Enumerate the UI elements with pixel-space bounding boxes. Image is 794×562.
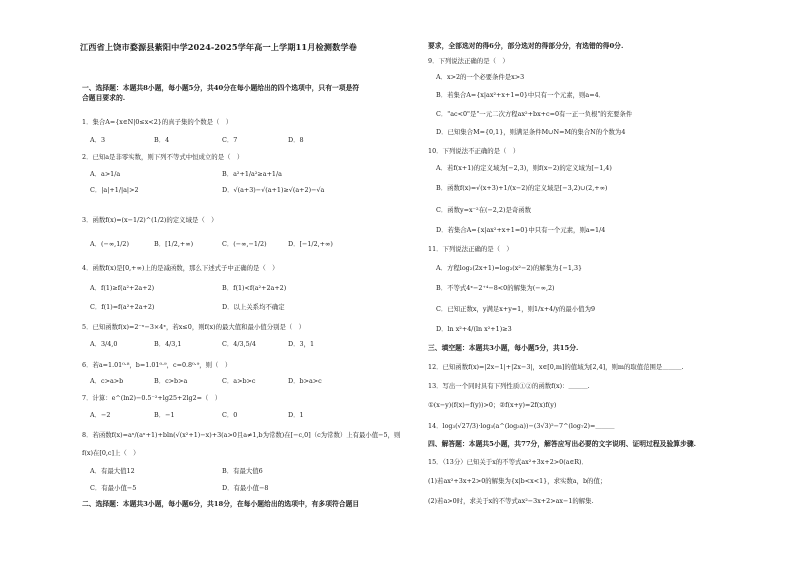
question-10: 10．下列说法不正确的是（ ） (428, 147, 520, 155)
question-5: 5．已知函数f(x)=2⁻ˣ−3×4ˣ，若x≤0，则f(x)的最大值和最小值分别是（ ） (82, 323, 306, 331)
question-6: 6．若a=1.01⁰·⁸，b=1.01⁰·⁹，c=0.8⁰·⁹，则（ ） (82, 361, 232, 369)
q10-option-c: C．函数y=x⁻²在(−2,2)是奇函数 (436, 206, 532, 214)
section-heading-choice-cont: 合题目要求的. (82, 94, 126, 102)
question-3: 3．函数f(x)=(x−1/2)^(1/2)的定义域是（ ） (82, 216, 218, 224)
q2-option-d: D．√(a+3)−√(a+1)≥√(a+2)−√a (222, 186, 325, 194)
q7-option-b: B．−1 (154, 411, 175, 419)
q9-option-b: B．若集合A={x|ax²+x+1=0}中只有一个元素，则a=4． (436, 91, 606, 99)
q11-option-d: D．ln x²+4/(ln x²+1)≥3 (436, 325, 512, 333)
q1-option-d: D．8 (288, 136, 304, 144)
question-13: 13．写出一个同时具有下列性质①②的函数f(x)：＿＿＿. (428, 382, 590, 390)
q10-option-a: A．若f(x+1)的定义域为[−2,3)，则f(x−2)的定义域为[−1,4) (436, 164, 612, 172)
page-title: 江西省上饶市婺源县紫阳中学2024-2025学年高一上学期11月检测数学卷 (80, 42, 357, 52)
q3-option-b: B．[1/2,+∞) (154, 240, 194, 248)
q9-option-d: D．已知集合M={0,1}，则满足条件M∪N=M的集合N的个数为4 (436, 128, 626, 136)
question-15-part-1: (1)若ax²+3x+2>0的解集为{x|b<x<1}，求实数a，b的值； (428, 477, 607, 485)
q5-option-b: B．4/3,1 (154, 340, 182, 348)
q6-option-a: A．c>a>b (90, 377, 124, 385)
section-heading-fill: 三、填空题：本题共3小题，每小题5分，共15分. (428, 344, 579, 352)
q5-option-d: D．3，1 (288, 340, 315, 348)
q1-option-b: B．4 (154, 136, 170, 144)
question-1: 1．集合A={x∈N|0≤x<2}的真子集的个数是（ ） (82, 118, 233, 126)
q4-option-d: D．以上关系均不确定 (222, 303, 285, 311)
q2-option-c: C．|a|+1/|a|>2 (90, 186, 139, 194)
question-9: 9．下列说法正确的是（ ） (428, 57, 509, 65)
q11-option-c: C．已知正数x，y满足x+y=1，则1/x+4/y的最小值为9 (436, 305, 596, 313)
q6-option-c: C．a>b>c (222, 377, 256, 385)
q5-option-c: C．4/3,5/4 (222, 340, 256, 348)
question-11: 11．下列说法正确的是（ ） (428, 245, 513, 253)
q1-option-c: C．7 (222, 136, 238, 144)
q3-option-d: D．[−1/2,+∞) (288, 240, 333, 248)
q8-option-d: D．有最小值−8 (222, 484, 269, 492)
q8-option-c: C．有最小值−5 (90, 484, 137, 492)
q4-option-b: B．f(1)<f(a²+2a+2) (222, 284, 287, 292)
q8-option-a: A．有最大值12 (90, 467, 135, 475)
section-heading-multi-cont: 要求，全部选对的得6分，部分选对的得部分分，有选错的得0分. (428, 42, 624, 50)
q6-option-b: B．c>b>a (154, 377, 188, 385)
question-8: 8．若函数f(x)=aˣ/(aˣ+1)+bln(√(x²+1)−x)+3(a>0且a≠1,b为常数)在[−c,0]（c为常数）上有最小值−5，则 (82, 431, 401, 439)
q4-option-c: C．f(1)=f(a²+2a+2) (90, 303, 155, 311)
q11-option-b: B．不等式4ˣ−2⁺⁴−8<0的解集为(−∞,2) (436, 284, 555, 292)
q2-option-b: B．a²+1/a²≥a+1/a (222, 170, 282, 178)
q7-option-d: D．1 (288, 411, 304, 419)
question-13-conditions: ①(x−y)(f(x)−f(y))>0；②f(x+y)=2f(x)f(y) (428, 401, 557, 409)
q10-option-b: B．函数f(x)=√(x+3)+1/(x−2)的定义域是[−3,2)∪(2,+∞) (436, 184, 608, 192)
q11-option-a: A．方程log₂(2x+1)=log₂(x²−2)的解集为{−1,3} (436, 264, 583, 272)
section-heading-multi: 二、选择题：本题共3小题，每小题6分，共18分，在每小题给出的选项中，有多项符合题目 (82, 500, 360, 508)
question-14: 14．log₃(√27/3)·log₃(a^(log₃a))−(3√3)²−7^(log₇2)=＿＿＿ (428, 422, 615, 430)
q7-option-c: C．0 (222, 411, 238, 419)
q5-option-a: A．3/4,0 (90, 340, 118, 348)
q1-option-a: A．3 (90, 136, 106, 144)
q2-option-a: A．a>1/a (90, 170, 121, 178)
question-12: 12．已知函数f(x)=|2x−1|+|2x−3|，x∈[0,m]的值域为[2,4]，则m的取值范围是＿＿＿. (428, 363, 684, 371)
question-8-cont: f(x)在[0,c]上（ ） (82, 449, 140, 457)
question-4: 4．函数f(x)是[0,+∞)上的是减函数，那么下述式子中正确的是（ ） (82, 264, 279, 272)
q3-option-c: C．(−∞,−1/2) (222, 240, 267, 248)
section-heading-choice: 一、选择题：本题共8小题，每小题5分，共40分在每小题给出的四个选项中，只有一项是符 (82, 84, 360, 92)
q8-option-b: B．有最大值6 (222, 467, 263, 475)
section-heading-answer: 四、解答题：本题共5小题，共77分，解答应写出必要的文字说明、证明过程及验算步骤. (428, 440, 697, 448)
q10-option-d: D．若集合A={x|ax²+x+1=0}中只有一个元素，则a=1/4 (436, 226, 606, 234)
question-15: 15．（13分）已知关于x的不等式ax²+3x+2>0(a∈R)． (428, 458, 588, 466)
q3-option-a: A．(−∞,1/2) (90, 240, 129, 248)
q4-option-a: A．f(1)≥f(a²+2a+2) (90, 284, 155, 292)
q6-option-d: D．b>a>c (288, 377, 322, 385)
question-2: 2．已知a是非零实数，则下列不等式中恒成立的是（ ） (82, 153, 244, 161)
q7-option-a: A．−2 (90, 411, 111, 419)
q9-option-a: A．x>2的一个必要条件是x>3 (436, 73, 525, 81)
question-15-part-2: (2)若a>0时，求关于x的不等式ax²−3x+2>ax−1的解集. (428, 497, 594, 505)
q9-option-c: C．"ac<0"是"一元二次方程ax²+bx+c=0有一正一负根"的充要条件 (436, 110, 633, 118)
question-7: 7．计算：e^(ln2)−0.5⁻²+lg25+2lg2=（ ） (82, 394, 222, 402)
